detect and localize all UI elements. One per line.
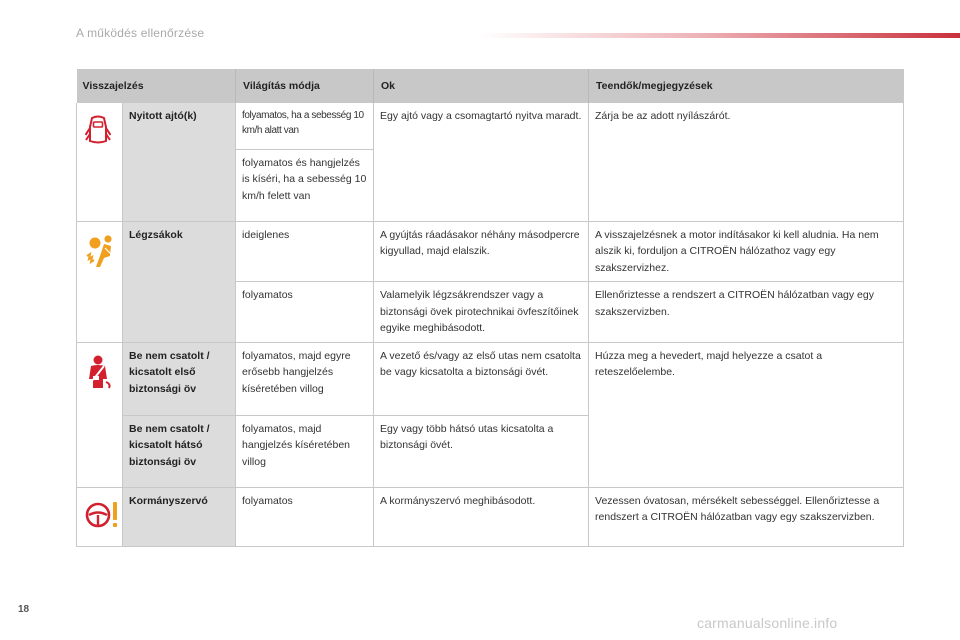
indicator-label: Be nem csatolt / kicsatolt első biztonsági öv <box>123 342 236 415</box>
table-header-row <box>77 69 904 103</box>
open-door-icon <box>85 115 122 145</box>
column-header-lighting: Világítás módja <box>236 69 374 103</box>
column-header-indicator: Visszajelzés <box>77 69 236 103</box>
header-accent-bar <box>480 33 960 38</box>
lighting-mode: folyamatos, majd hangjelzés kíséretében villog <box>236 415 374 487</box>
indicator-icon-cell <box>77 103 123 221</box>
page-number: 18 <box>18 604 30 615</box>
warning-lights-table <box>76 69 904 547</box>
table-row <box>77 103 904 149</box>
cause-text: A kormányszervó meghibásodott. <box>374 487 589 546</box>
action-text: Húzza meg a hevedert, majd helyezze a csatot a reteszelőelembe. <box>589 342 904 487</box>
table-row <box>77 221 904 282</box>
indicator-label: Légzsákok <box>123 221 236 342</box>
cause-text: Egy ajtó vagy a csomagtartó nyitva maradt. <box>374 103 589 221</box>
lighting-mode: folyamatos, ha a sebesség 10 km/h alatt van <box>236 103 374 149</box>
lighting-mode: folyamatos <box>236 487 374 546</box>
indicator-label: Be nem csatolt / kicsatolt hátsó biztonsági öv <box>123 415 236 487</box>
indicator-label: Kormányszervó <box>123 487 236 546</box>
airbag-icon <box>85 234 122 268</box>
action-text: Ellenőriztesse a rendszert a CITROËN hálózatban vagy egy szakszervizben. <box>589 282 904 343</box>
action-text: Vezessen óvatosan, mérsékelt sebességgel. Ellenőriztesse a rendszert a CITROËN hálózatban vagy egy szakszervizben. <box>589 487 904 546</box>
action-text: Zárja be az adott nyílászárót. <box>589 103 904 221</box>
table-row <box>77 342 904 415</box>
indicator-icon-cell <box>77 342 123 487</box>
column-header-cause: Ok <box>374 69 589 103</box>
cause-text: Egy vagy több hátsó utas kicsatolta a biztonsági övét. <box>374 415 589 487</box>
table-row <box>77 487 904 546</box>
cause-text: A gyújtás ráadásakor néhány másodpercre kigyullad, majd elalszik. <box>374 221 589 282</box>
action-text: A visszajelzésnek a motor indításakor ki kell aludnia. Ha nem alszik ki, forduljon a CITROËN hálózathoz vagy egy szakszervizhez. <box>589 221 904 282</box>
seatbelt-icon <box>85 355 122 389</box>
indicator-icon-cell <box>77 221 123 342</box>
page-header-title: A működés ellenőrzése <box>76 26 205 40</box>
column-header-action: Teendők/megjegyzések <box>589 69 904 103</box>
cause-text: Valamelyik légzsákrendszer vagy a biztonsági övek pirotechnikai övfeszítőinek egyike meghibásodott. <box>374 282 589 343</box>
watermark-text: carmanualsonline.info <box>697 615 838 631</box>
lighting-mode: folyamatos, majd egyre erősebb hangjelzés kíséretében villog <box>236 342 374 415</box>
lighting-mode: folyamatos és hangjelzés is kíséri, ha a sebesség 10 km/h felett van <box>236 149 374 221</box>
cause-text: A vezető és/vagy az első utas nem csatolta be vagy kicsatolta a biztonsági övét. <box>374 342 589 415</box>
lighting-mode: ideiglenes <box>236 221 374 282</box>
indicator-label: Nyitott ajtó(k) <box>123 103 236 221</box>
lighting-mode: folyamatos <box>236 282 374 343</box>
power-steering-icon <box>85 500 122 530</box>
indicator-icon-cell <box>77 487 123 546</box>
